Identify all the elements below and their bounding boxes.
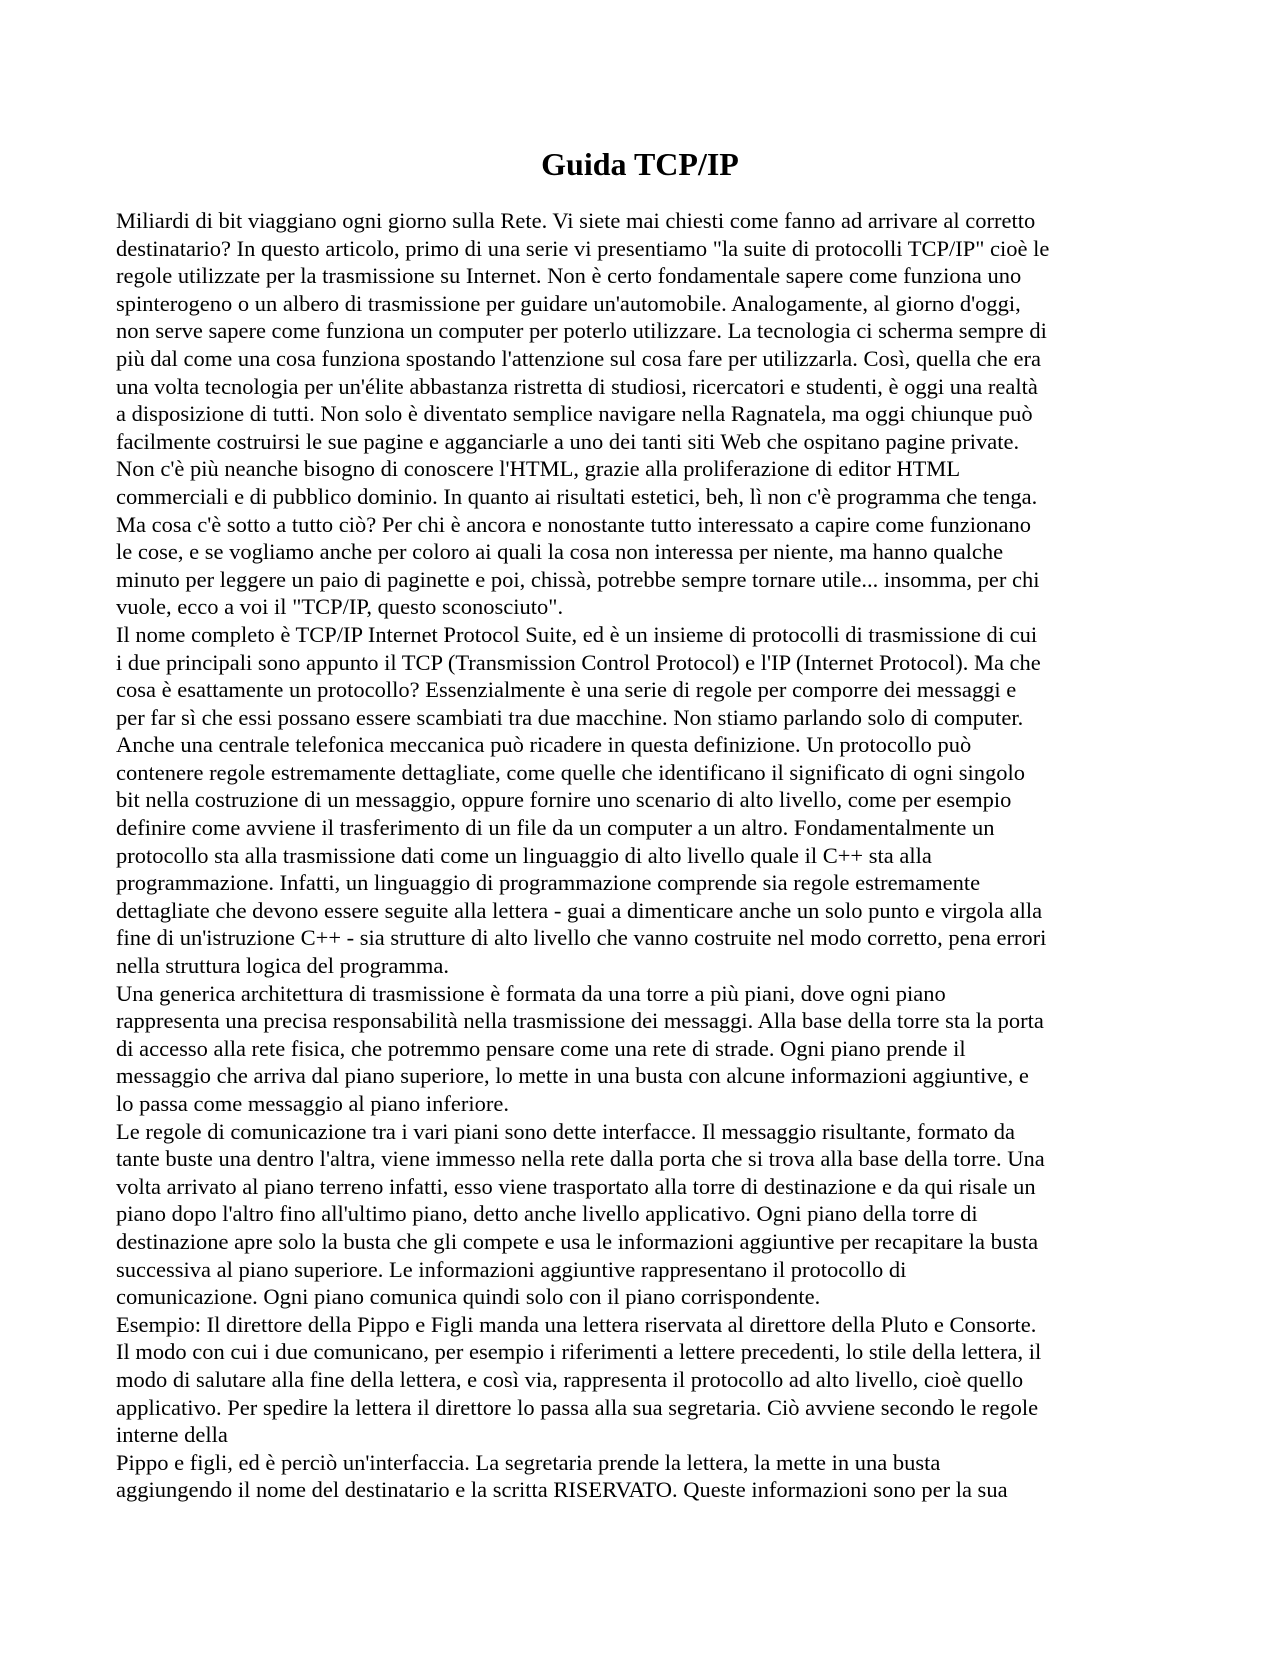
document-title: Guida TCP/IP [541,146,739,182]
text-line: le cose, e se vogliamo anche per coloro ai quali la cosa non interessa per niente, ma hanno qualche [116,539,1004,565]
text-line: più dal come una cosa funziona spostando l'attenzione sul cosa fare per utilizzarla. Così, quella che era [116,345,1041,371]
text-line: definire come avviene il trasferimento di un file da un computer a un altro. Fondamentalmente un [116,815,995,841]
text-line: comunicazione. Ogni piano comunica quindi solo con il piano corrispondente. [116,1284,821,1310]
text-line: piano dopo l'altro fino all'ultimo piano, detto anche livello applicativo. Ogni piano della torre di [116,1201,978,1227]
text-line: cosa è esattamente un protocollo? Essenzialmente è una serie di regole per comporre dei messaggi e [116,677,1017,703]
text-line: commerciali e di pubblico dominio. In quanto ai risultati estetici, beh, lì non c'è programma che tenga. [116,483,1038,509]
text-line: Il modo con cui i due comunicano, per esempio i riferimenti a lettere precedenti, lo stile della lettera, il [116,1339,1042,1365]
text-line: volta arrivato al piano terreno infatti, esso viene trasportato alla torre di destinazione e da qui risale un [116,1173,1036,1199]
text-line: Una generica architettura di trasmissione è formata da una torre a più piani, dove ogni piano [116,980,946,1006]
text-line: rappresenta una precisa responsabilità nella trasmissione dei messaggi. Alla base della torre sta la porta [116,1008,1044,1034]
text-line: per far sì che essi possano essere scambiati tra due macchine. Non stiamo parlando solo di computer. [116,704,1024,730]
text-line: minuto per leggere un paio di paginette e poi, chissà, potrebbe sempre tornare utile... insomma, per chi [116,566,1040,592]
text-line: nella struttura logica del programma. [116,953,450,979]
text-line: lo passa come messaggio al piano inferiore. [116,1091,510,1116]
text-line: spinterogeno o un albero di trasmissione per guidare un'automobile. Analogamente, al giorno d'oggi, [116,290,1021,316]
text-line: di accesso alla rete fisica, che potremmo pensare come una rete di strade. Ogni piano prende il [116,1035,966,1061]
text-line: dettagliate che devono essere seguite alla lettera - guai a dimenticare anche un solo punto e virgola alla [116,897,1043,923]
text-line: fine di un'istruzione C++ - sia strutture di alto livello che vanno costruite nel modo corretto, pena errori [116,925,1047,951]
text-line: una volta tecnologia per un'élite abbastanza ristretta di studiosi, ricercatori e studenti, è oggi una realtà [116,373,1038,399]
text-line: regole utilizzate per la trasmissione su Internet. Non è certo fondamentale sapere come funziona uno [116,263,1022,289]
text-line: modo di salutare alla fine della lettera, e così via, rappresenta il protocollo ad alto livello, cioè quello [116,1366,1024,1392]
text-line: Pippo e figli, ed è perciò un'interfaccia. La segretaria prende la lettera, la mette in una busta [116,1449,941,1475]
document-body [116,207,1176,1504]
text-line: Non c'è più neanche bisogno di conoscere l'HTML, grazie alla proliferazione di editor HTML [116,456,961,482]
text-line: destinatario? In questo articolo, primo di una serie vi presentiamo "la suite di protocolli TCP/IP" cioè le [116,235,1050,261]
text-line: successiva al piano superiore. Le informazioni aggiuntive rappresentano il protocollo di [116,1256,907,1282]
text-line: facilmente costruirsi le sue pagine e agganciarle a uno dei tanti siti Web che ospitano pagine private. [116,428,1020,454]
text-line: Miliardi di bit viaggiano ogni giorno sulla Rete. Vi siete mai chiesti come fanno ad arrivare al corretto [116,208,1036,233]
text-line: destinazione apre solo la busta che gli compete e usa le informazioni aggiuntive per recapitare la busta [116,1228,1039,1254]
text-line: Esempio: Il direttore della Pippo e Figli manda una lettera riservata al direttore della Pluto e Consorte. [116,1311,1037,1337]
text-line: Anche una centrale telefonica meccanica può ricadere in questa definizione. Un protocollo può [116,732,972,758]
text-line: tante buste una dentro l'altra, viene immesso nella rete dalla porta che si trova alla base della torre. Una [116,1146,1045,1172]
text-line: interne della [116,1422,228,1448]
text-line: non serve sapere come funziona un computer per poterlo utilizzare. La tecnologia ci scherma sempre di [116,318,1047,344]
text-line: Il nome completo è TCP/IP Internet Protocol Suite, ed è un insieme di protocolli di trasmissione di cui [116,621,1038,647]
text-line: bit nella costruzione di un messaggio, oppure fornire uno scenario di alto livello, come per esempio [116,787,1012,813]
text-line: messaggio che arriva dal piano superiore, lo mette in una busta con alcune informazioni aggiuntive, e [116,1063,1029,1089]
text-line: applicativo. Per spedire la lettera il direttore lo passa alla sua segretaria. Ciò avviene secondo le regole [116,1394,1039,1420]
text-line: Le regole di comunicazione tra i vari piani sono dette interfacce. Il messaggio risultante, formato da [116,1118,1016,1144]
text-line: aggiungendo il nome del destinatario e la scritta RISERVATO. Queste informazioni sono per la sua [116,1477,1008,1503]
text-line: contenere regole estremamente dettagliate, come quelle che identificano il significato di ogni singolo [116,759,1026,785]
text-line: vuole, ecco a voi il "TCP/IP, questo sconosciuto". [116,594,564,620]
text-line: programmazione. Infatti, un linguaggio di programmazione comprende sia regole estremamente [116,870,981,896]
text-line: a disposizione di tutti. Non solo è diventato semplice navigare nella Ragnatela, ma oggi chiunque può [116,401,1033,427]
text-line: Ma cosa c'è sotto a tutto ciò? Per chi è ancora e nonostante tutto interessato a capire come funzionano [116,511,1031,537]
text-line: protocollo sta alla trasmissione dati come un linguaggio di alto livello quale il C++ sta alla [116,842,932,868]
text-line: i due principali sono appunto il TCP (Transmission Control Protocol) e l'IP (Internet Protocol). Ma che [116,649,1041,675]
